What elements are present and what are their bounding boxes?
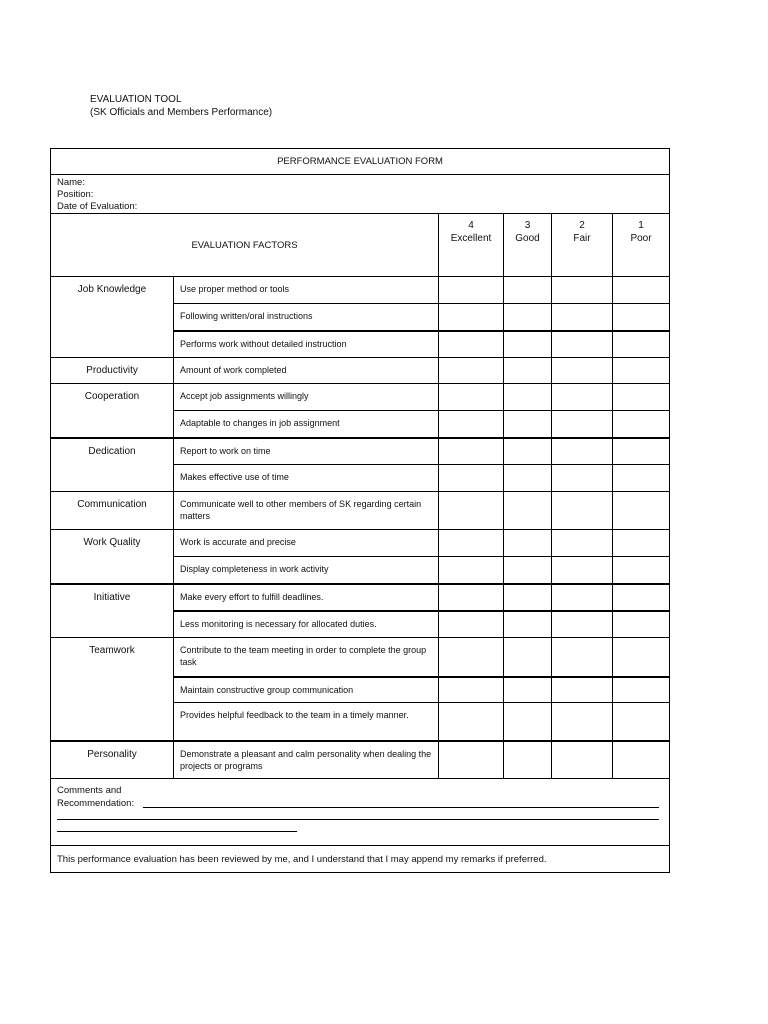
rating-cell-4[interactable] — [439, 492, 504, 530]
rating-cell-4[interactable] — [439, 611, 504, 638]
rating-cell-3[interactable] — [504, 384, 552, 411]
rating-cell-2[interactable] — [552, 677, 613, 703]
rating-cell-3[interactable] — [504, 677, 552, 703]
comment-line — [143, 807, 659, 808]
rating-cell-3[interactable] — [504, 557, 552, 584]
rating-cell-4[interactable] — [439, 584, 504, 611]
rating-cell-4[interactable] — [439, 438, 504, 465]
comment-line — [57, 831, 297, 832]
criterion-cell: Following written/oral instructions — [174, 304, 439, 331]
rating-label: Excellent — [450, 232, 492, 244]
date-of-evaluation-label: Date of Evaluation: — [57, 201, 138, 212]
criterion-cell: Adaptable to changes in job assignment — [174, 411, 439, 438]
form-title: PERFORMANCE EVALUATION FORM — [51, 149, 670, 175]
rating-cell-1[interactable] — [613, 530, 670, 557]
rating-cell-3[interactable] — [504, 741, 552, 779]
rating-cell-4[interactable] — [439, 638, 504, 677]
category-personality: Personality — [51, 741, 174, 779]
rating-cell-1[interactable] — [613, 703, 670, 741]
acknowledgement-statement: This performance evaluation has been reviewed by me, and I understand that I may append my remarks if preferred. — [51, 846, 670, 873]
rating-cell-1[interactable] — [613, 638, 670, 677]
criterion-cell: Use proper method or tools — [174, 277, 439, 304]
name-label: Name: — [57, 177, 85, 188]
rating-label: Good — [515, 232, 540, 244]
rating-cell-2[interactable] — [552, 465, 613, 492]
rating-cell-2[interactable] — [552, 411, 613, 438]
criterion-cell: Less monitoring is necessary for allocated duties. — [174, 611, 439, 638]
rating-cell-3[interactable] — [504, 638, 552, 677]
rating-cell-1[interactable] — [613, 677, 670, 703]
rating-cell-4[interactable] — [439, 703, 504, 741]
rating-cell-1[interactable] — [613, 358, 670, 384]
heading-title: EVALUATION TOOL — [90, 94, 182, 105]
rating-label: Poor — [630, 232, 652, 244]
criterion-cell: Maintain constructive group communication — [174, 677, 439, 703]
rating-score: 3 — [524, 220, 531, 231]
criterion-cell: Make every effort to fulfill deadlines. — [174, 584, 439, 611]
evaluation-form-table — [50, 148, 670, 873]
rating-cell-2[interactable] — [552, 638, 613, 677]
rating-cell-2[interactable] — [552, 384, 613, 411]
rating-cell-2[interactable] — [552, 530, 613, 557]
rating-cell-1[interactable] — [613, 557, 670, 584]
rating-cell-3[interactable] — [504, 331, 552, 358]
rating-cell-2[interactable] — [552, 611, 613, 638]
category-cooperation: Cooperation — [51, 384, 174, 438]
rating-cell-3[interactable] — [504, 411, 552, 438]
rating-score: 4 — [468, 220, 474, 231]
category-initiative: Initiative — [51, 584, 174, 638]
rating-cell-3[interactable] — [504, 492, 552, 530]
rating-cell-4[interactable] — [439, 741, 504, 779]
rating-header-good — [504, 214, 552, 277]
category-productivity: Productivity — [51, 358, 174, 384]
rating-cell-3[interactable] — [504, 465, 552, 492]
rating-cell-2[interactable] — [552, 492, 613, 530]
rating-cell-2[interactable] — [552, 277, 613, 304]
criterion-cell: Provides helpful feedback to the team in a timely manner. — [174, 703, 439, 741]
evaluation-factors-header: EVALUATION FACTORS — [51, 214, 439, 277]
rating-cell-4[interactable] — [439, 277, 504, 304]
rating-cell-4[interactable] — [439, 358, 504, 384]
employee-info-block — [51, 175, 670, 214]
criterion-cell: Display completeness in work activity — [174, 557, 439, 584]
rating-cell-2[interactable] — [552, 304, 613, 331]
rating-cell-2[interactable] — [552, 557, 613, 584]
criterion-cell: Work is accurate and precise — [174, 530, 439, 557]
rating-cell-4[interactable] — [439, 465, 504, 492]
rating-cell-4[interactable] — [439, 411, 504, 438]
rating-cell-1[interactable] — [613, 411, 670, 438]
rating-cell-3[interactable] — [504, 304, 552, 331]
category-work-quality: Work Quality — [51, 530, 174, 584]
rating-cell-2[interactable] — [552, 331, 613, 358]
criterion-cell: Accept job assignments willingly — [174, 384, 439, 411]
recommendation-label: Recommendation: — [57, 797, 135, 809]
rating-cell-3[interactable] — [504, 530, 552, 557]
rating-cell-3[interactable] — [504, 611, 552, 638]
rating-cell-1[interactable] — [613, 492, 670, 530]
rating-cell-4[interactable] — [439, 304, 504, 331]
rating-header-poor — [613, 214, 670, 277]
rating-cell-1[interactable] — [613, 584, 670, 611]
rating-score: 1 — [638, 220, 644, 231]
category-communication: Communication — [51, 492, 174, 530]
rating-cell-1[interactable] — [613, 384, 670, 411]
rating-cell-1[interactable] — [613, 611, 670, 638]
rating-cell-3[interactable] — [504, 438, 552, 465]
criterion-cell: Demonstrate a pleasant and calm personality when dealing the projects or programs — [174, 741, 439, 779]
rating-cell-1[interactable] — [613, 304, 670, 331]
rating-cell-1[interactable] — [613, 277, 670, 304]
criterion-cell: Communicate well to other members of SK regarding certain matters — [174, 492, 439, 530]
rating-cell-3[interactable] — [504, 358, 552, 384]
rating-cell-4[interactable] — [439, 331, 504, 358]
comments-section[interactable] — [51, 779, 670, 846]
rating-cell-2[interactable] — [552, 741, 613, 779]
rating-cell-1[interactable] — [613, 331, 670, 358]
rating-label: Fair — [573, 232, 591, 244]
heading-subtitle: (SK Officials and Members Performance) — [90, 106, 273, 118]
criterion-cell: Report to work on time — [174, 438, 439, 465]
rating-cell-3[interactable] — [504, 703, 552, 741]
rating-cell-1[interactable] — [613, 465, 670, 492]
rating-cell-2[interactable] — [552, 703, 613, 741]
criterion-cell: Contribute to the team meeting in order to complete the group task — [174, 638, 439, 677]
category-dedication: Dedication — [51, 438, 174, 492]
rating-cell-4[interactable] — [439, 530, 504, 557]
document-heading — [90, 94, 272, 119]
position-label: Position: — [57, 189, 94, 200]
rating-score: 2 — [579, 220, 585, 231]
rating-cell-4[interactable] — [439, 384, 504, 411]
comments-label: Comments and — [57, 785, 122, 796]
rating-cell-1[interactable] — [613, 741, 670, 779]
category-teamwork: Teamwork — [51, 638, 174, 741]
rating-cell-2[interactable] — [552, 358, 613, 384]
rating-cell-2[interactable] — [552, 438, 613, 465]
rating-header-excellent — [439, 214, 504, 277]
rating-cell-3[interactable] — [504, 277, 552, 304]
category-job-knowledge: Job Knowledge — [51, 277, 174, 358]
rating-header-fair — [552, 214, 613, 277]
rating-cell-3[interactable] — [504, 584, 552, 611]
criterion-cell: Performs work without detailed instruction — [174, 331, 439, 358]
rating-cell-2[interactable] — [552, 584, 613, 611]
rating-cell-4[interactable] — [439, 677, 504, 703]
rating-cell-4[interactable] — [439, 557, 504, 584]
criterion-cell: Amount of work completed — [174, 358, 439, 384]
criterion-cell: Makes effective use of time — [174, 465, 439, 492]
comment-line — [57, 819, 659, 820]
rating-cell-1[interactable] — [613, 438, 670, 465]
